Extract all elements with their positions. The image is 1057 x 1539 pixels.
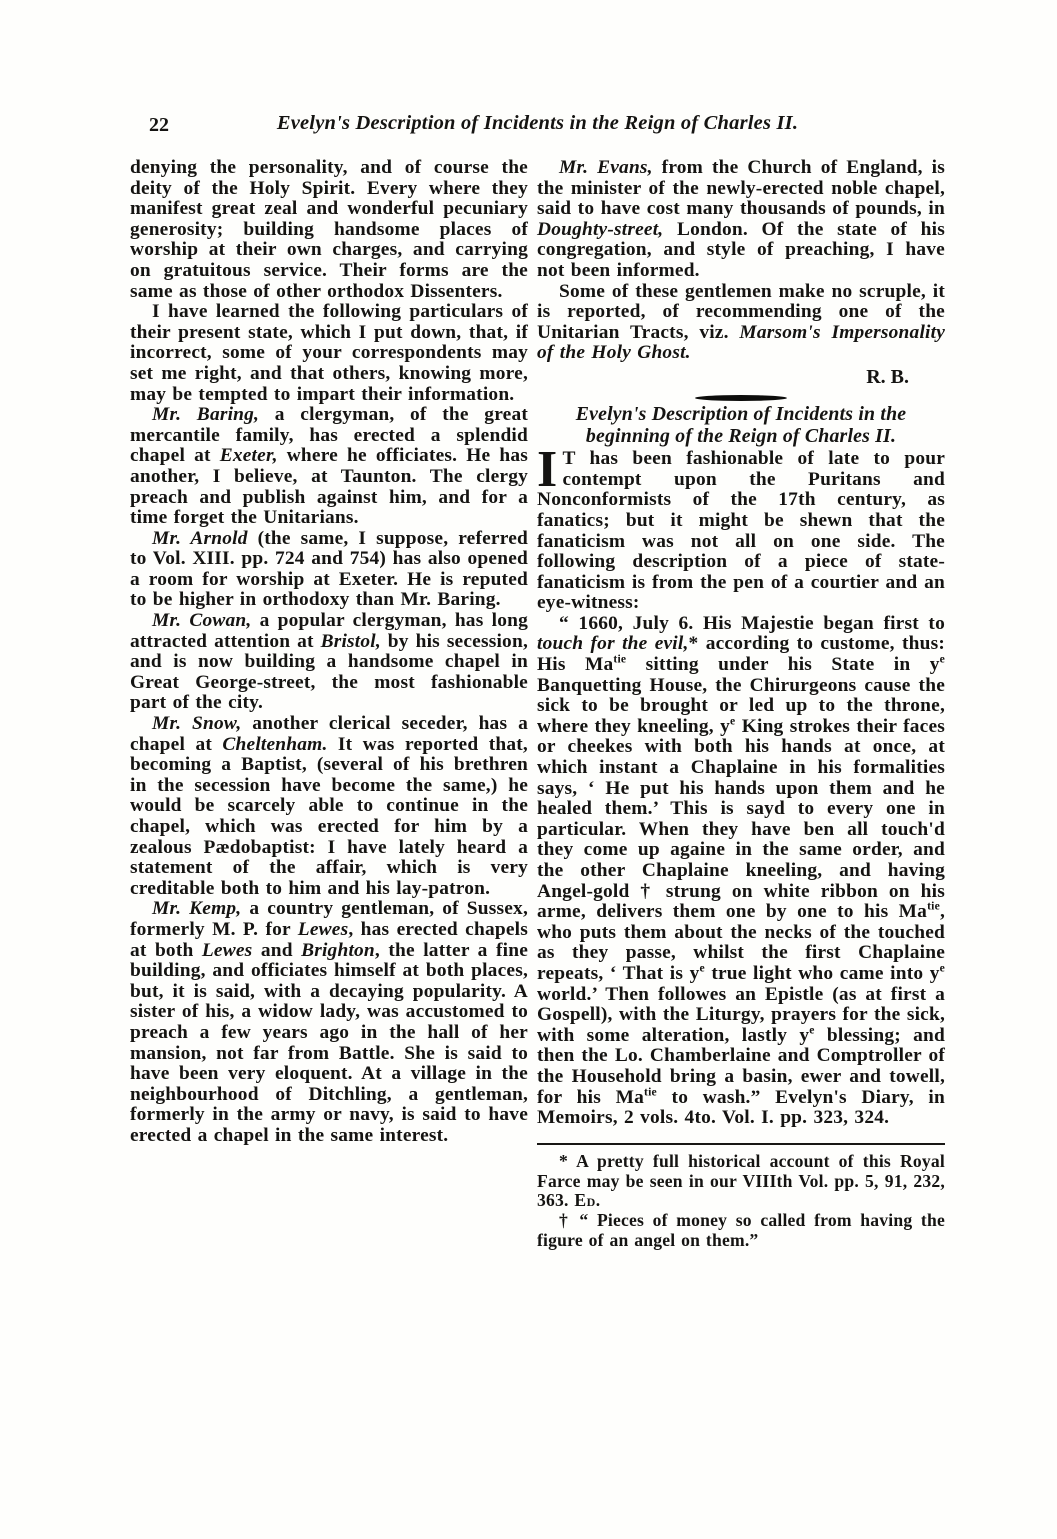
paragraph-mr-cowan <box>130 611 528 714</box>
article-body <box>537 441 946 1129</box>
text-run: sitting under his State in y <box>626 654 940 676</box>
text-run: Ed. <box>574 1190 601 1211</box>
paragraph-mr-baring <box>130 405 528 529</box>
paragraph-continuation <box>130 158 528 302</box>
text-run: Doughty-street, <box>537 218 664 240</box>
section-divider-rule <box>695 395 787 401</box>
letter-signature: R. B. <box>866 365 909 388</box>
text-run: , has erected chapels at both <box>130 918 528 961</box>
text-run: from the Church of England, is the minister of the newly-erected noble chapel, said to have cost many thousands of pounds, in <box>537 157 945 220</box>
paragraph-mr-evans <box>537 158 945 282</box>
text-run: (the same, I suppose, referred to Vol. XIII. pp. 724 and 754) has also opened a room for worship at Exeter. He is reputed to be higher in orthodoxy than Mr. Baring. <box>130 527 528 611</box>
text-run: tie <box>613 652 627 666</box>
right-column <box>537 158 945 1251</box>
text-run: “ 1660, July 6. His Majestie began first to <box>559 612 945 634</box>
text-run: blessing; and then the Lo. Chamberlaine and Comptroller of the Household bring a basin, ewer and towell, for his Ma <box>537 1024 945 1108</box>
text-run: a popular clergyman, has long attracted attention at <box>130 610 528 652</box>
paragraph-unitarian-tracts <box>537 282 945 364</box>
text-run: where he officiates. He has another, I believe, at Taunton. The clergy preach and publish against him, and for a time forget the Unitarians. <box>130 445 528 529</box>
paragraph-mr-arnold <box>130 529 528 611</box>
text-run: London. Of the state of his congregation, and style of preaching, I have not been informed. <box>537 218 945 281</box>
drop-cap-letter: I <box>537 441 558 499</box>
text-run: , who puts them about the necks of the touched as they passe, whilst the first Chaplaine repeats, ‘ That is y <box>537 901 945 984</box>
text-run: Lewes <box>201 939 253 961</box>
article-heading <box>537 404 945 447</box>
text-run: Mr. Baring, <box>152 404 260 426</box>
paragraph-mr-snow <box>130 714 528 899</box>
article-heading-line2: beginning of the Reign of Charles II. <box>585 424 897 447</box>
text-run: world.’ Then followes an Epistle (as at first a Gospell), with the Liturgy, prayers for the sick, with some alteration, lastly y <box>537 983 945 1046</box>
paragraph-evelyn-quotation <box>537 614 945 1129</box>
text-run: Cheltenham. <box>222 733 328 755</box>
text-run: e <box>939 961 945 975</box>
text-run: , the latter a fine building, and officiates himself at both places, but, it is said, with a decaying popularity. A sister of his, a widow lady, was accustomed to preach a few years ago in the hall of her mansion, not far from Battle. She is said to have been very eloquent. At a village in the neighbourhood of Ditchling, a gentleman, formerly in the army or navy, is said to have erected a chapel in the same interest. <box>130 939 528 1146</box>
text-run: T has been fashionable of late to pour contempt upon the Puritans and Nonconformists of the 17th century, as fanatics; but it might be shewn that the fanaticism was not all on one side. The following description of a piece of state-fanaticism is from the pen of a courtier and an eye-witness: <box>537 448 945 614</box>
text-run: and <box>252 939 302 961</box>
text-run: Mr. Cowan, <box>152 610 252 632</box>
text-run: denying the personality, and of course the deity of the Holy Spirit. Every where they manifest great zeal and wonderful pecuniary generosity; building handsome places of worship at their own charges, and carrying on gratuitous service. Their forms are the same as those of other orthodox Dissenters. <box>130 157 528 302</box>
text-run: e <box>699 961 705 975</box>
text-run: touch for the evil, <box>537 633 689 655</box>
text-run: Bristol, <box>320 630 381 652</box>
text-run: Some of these gentlemen make no scruple, it is reported, of recommending one of the Unitarian Tracts, viz. <box>537 280 945 343</box>
text-run: another clerical seceder, has a chapel at <box>130 713 528 755</box>
paragraph-mr-kemp <box>130 899 528 1146</box>
footnote-block <box>537 1143 945 1251</box>
text-run: Mr. Arnold <box>152 527 248 549</box>
text-run: a clergyman, of the great mercantile family, has erected a splendid chapel at <box>130 404 529 467</box>
text-run: Mr. Kemp, <box>152 898 242 920</box>
text-run: by his secession, and is now building a handsome chapel in Great George-street, the most fashionable part of the city. <box>130 630 528 714</box>
text-run: I have learned the following particulars of their present state, which I put down, that, if incorrect, some of your correspondents may set me right, and that others, knowing more, may be tempted to impart their information. <box>130 301 528 405</box>
text-run: Mr. Evans, <box>559 157 653 178</box>
text-run: a country gentleman, of Sussex, formerly M. P. for <box>130 898 528 940</box>
text-run: Mr. Snow, <box>152 713 242 735</box>
text-run: It was reported that, becoming a Baptist, (several of his brethren in the secession have become the same,) he would be scarcely able to continue in the chapel, which was erected for him by a zealous Pædobaptist: I have lately heard a statement of the affair, which is very creditable both to him and his lay-patron. <box>130 733 528 899</box>
footnote-angel-gold <box>537 1211 945 1251</box>
text-run: tie <box>644 1085 657 1099</box>
text-run: to wash.” Evelyn's Diary, in Memoirs, 2 vols. 4to. Vol. I. pp. 323, 324. <box>537 1086 946 1129</box>
text-run: Brighton <box>301 939 375 961</box>
article-heading-line1: Evelyn's Description of Incidents in the <box>575 402 907 425</box>
left-column <box>130 158 528 1147</box>
text-run: e <box>939 652 945 666</box>
text-run: e <box>809 1023 815 1037</box>
text-run: Lewes <box>297 918 349 940</box>
page-number: 22 <box>149 114 169 136</box>
footnote-royal-farce <box>537 1152 945 1211</box>
text-run: e <box>730 714 736 728</box>
paragraph-particulars <box>130 302 528 405</box>
running-title: Evelyn's Description of Incidents in the Reign of Charles II. <box>276 112 799 134</box>
text-run: tie <box>927 899 940 913</box>
text-run: * A pretty full historical account of this Royal Farce may be seen in our VIIIth Vol. pp. 5, 91, 232, 363. <box>537 1150 945 1211</box>
text-run: Marsom's Impersonality of the Holy Ghost. <box>537 321 946 364</box>
paragraph-article-intro <box>537 441 945 614</box>
text-run: † “ Pieces of money so called from having the figure of an angel on them.” <box>537 1210 945 1250</box>
text-run: true light who came into y <box>704 962 940 984</box>
text-run: Banquetting House, the Chirurgeons cause the sick to be brought or led up to the throne, where they kneeling, y <box>537 674 945 737</box>
text-run: Exeter, <box>219 445 278 467</box>
text-run: King strokes their faces or cheekes with both his hands at once, at which instant a Chaplaine in his formalities says, ‘ He put his hands upon them and he healed them.’ This is sayd to every one in particular. When they have ben all touch'd they come up againe in the same order, and the other Chaplaine kneeling, and having Angel-gold † strung on white ribbon on his arme, delivers them one by one to his Ma <box>537 715 946 923</box>
letter-paragraphs <box>537 158 945 364</box>
text-run: * according to custome, thus: His Ma <box>537 633 945 676</box>
